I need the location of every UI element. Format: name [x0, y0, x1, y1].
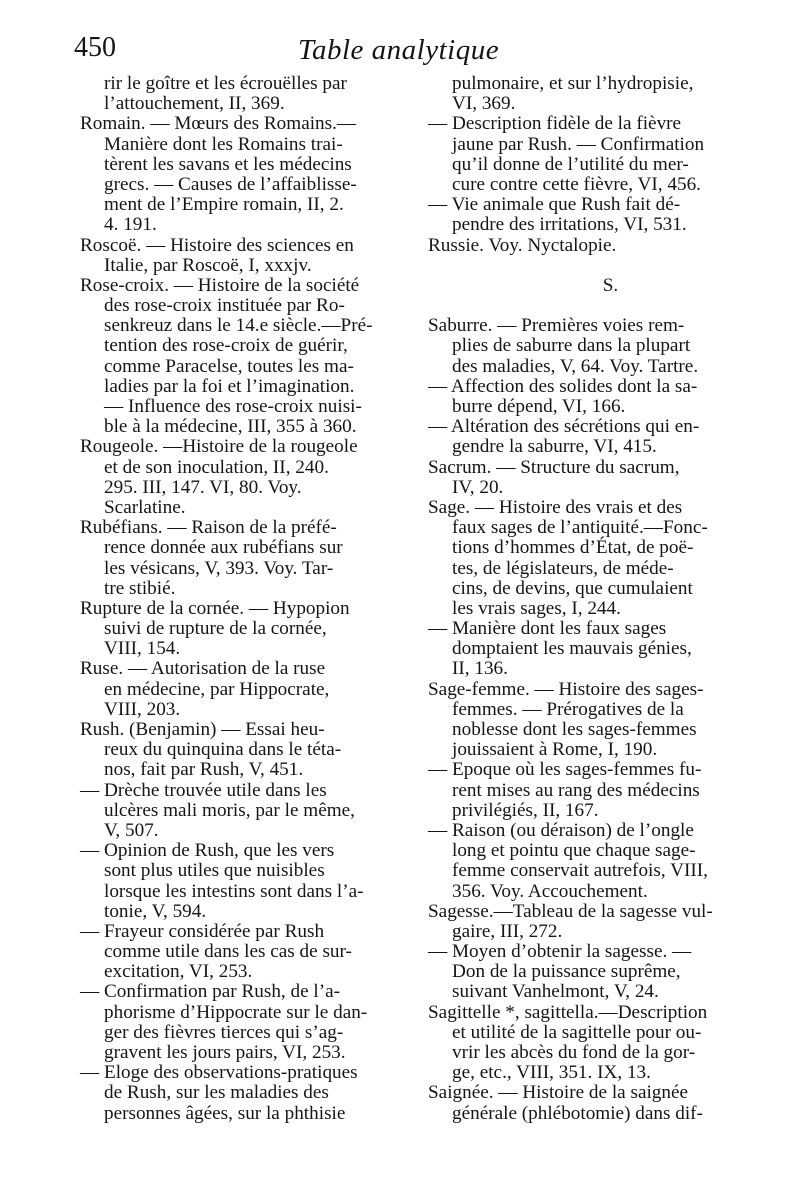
- index-line: pendre des irritations, VI, 531.: [452, 214, 687, 236]
- index-line: tonie, V, 594.: [104, 900, 207, 922]
- index-line: domptaient les mauvais génies,: [452, 638, 692, 660]
- index-line: tention des rose-croix de guérir,: [104, 335, 348, 357]
- index-line: de Rush, sur les maladies des: [104, 1082, 329, 1104]
- index-line: burre dépend, VI, 166.: [452, 396, 626, 417]
- page-number: 450: [74, 32, 116, 63]
- index-line: ger des fièvres tierces qui s’ag-: [104, 1021, 344, 1043]
- index-line: suivant Vanhelmont, V, 24.: [452, 981, 659, 1003]
- index-line: générale (phlébotomie) dans dif-: [452, 1102, 703, 1124]
- index-line: tre stibié.: [104, 577, 176, 599]
- index-line: Saignée. — Histoire de la saignée: [428, 1082, 689, 1104]
- index-line: comme utile dans les cas de sur-: [104, 941, 352, 963]
- index-line: les vésicans, V, 393. Voy. Tar-: [104, 557, 334, 579]
- index-line: ladies par la foi et l’imagination.: [104, 375, 355, 397]
- index-line: Sacrum. — Structure du sacrum,: [428, 456, 680, 478]
- index-line: senkreuz dans le 14.e siècle.—Pré-: [104, 315, 373, 337]
- index-line: — Moyen d’obtenir la sagesse. —: [428, 941, 692, 963]
- index-line: lorsque les intestins sont dans l’a-: [104, 880, 364, 902]
- index-line: rir le goître et les écrouëlles par: [104, 73, 347, 94]
- index-line: Scarlatine.: [104, 496, 186, 518]
- index-line: 356. Voy. Accouchement.: [452, 880, 648, 902]
- index-line: rent mises au rang des médecins: [452, 779, 700, 801]
- index-line: 295. III, 147. VI, 80. Voy.: [104, 476, 302, 498]
- index-line: tions d’hommes d’État, de poë-: [452, 537, 694, 559]
- index-line: nos, fait par Rush, V, 451.: [104, 759, 304, 781]
- index-line: — Drèche trouvée utile dans les: [80, 779, 327, 801]
- index-line: grecs. — Causes de l’affaiblisse-: [104, 173, 357, 195]
- index-line: suivi de rupture de la cornée,: [104, 618, 327, 640]
- running-head: Table analytique: [298, 34, 500, 66]
- index-line: vrir les abcès du fond de la gor-: [452, 1042, 696, 1063]
- index-line: pulmonaire, et sur l’hydropisie,: [452, 73, 694, 94]
- index-line: les vrais sages, I, 244.: [452, 597, 621, 619]
- index-line: privilégiés, II, 167.: [452, 799, 599, 821]
- index-line: V, 507.: [104, 819, 159, 841]
- index-line: Sage-femme. — Histoire des sages-: [428, 678, 704, 700]
- index-line: cins, de devins, que cumulaient: [452, 577, 693, 599]
- index-line: ulcères mali moris, par le même,: [104, 799, 355, 821]
- index-line: plies de saburre dans la plupart: [452, 335, 691, 357]
- index-line: [428, 256, 753, 276]
- index-line: — Frayeur considérée par Rush: [80, 920, 325, 942]
- index-line: jouissaient à Rome, I, 190.: [452, 739, 658, 761]
- index-line: ble à la médecine, III, 355 à 360.: [104, 416, 357, 438]
- index-line: [428, 296, 753, 316]
- index-line: Russie. Voy. Nyctalopie.: [428, 234, 617, 256]
- index-line: 4. 191.: [104, 214, 157, 236]
- index-line: gaire, III, 272.: [452, 920, 563, 942]
- index-line: VIII, 154.: [104, 638, 181, 660]
- index-line: comme Paracelse, toutes les ma-: [104, 355, 354, 377]
- index-line: Roscoë. — Histoire des sciences en: [80, 234, 354, 256]
- index-line: — Raison (ou déraison) de l’ongle: [428, 819, 694, 841]
- index-line: cure contre cette fièvre, VI, 456.: [452, 173, 701, 195]
- index-line: Rush. (Benjamin) — Essai heu-: [80, 719, 325, 740]
- index-line: tes, de législateurs, de méde-: [452, 557, 674, 579]
- index-line: reux du quinquina dans le téta-: [104, 739, 342, 761]
- index-line: — Influence des rose-croix nuisi-: [104, 396, 362, 417]
- index-line: Italie, par Roscoë, I, xxxjv.: [104, 254, 312, 276]
- index-line: Rupture de la cornée. — Hypopion: [80, 597, 350, 619]
- index-line: des rose-croix instituée par Ro-: [104, 295, 345, 317]
- index-line: Sagesse.—Tableau de la sagesse vul-: [428, 900, 713, 922]
- index-line: ment de l’Empire romain, II, 2.: [104, 194, 344, 216]
- index-line: Ruse. — Autorisation de la ruse: [80, 658, 326, 680]
- right-column: [428, 74, 753, 1124]
- index-line: — Affection des solides dont la sa-: [428, 375, 698, 397]
- index-line: des maladies, V, 64. Voy. Tartre.: [452, 355, 699, 377]
- index-line: — Epoque où les sages-femmes fu-: [428, 759, 702, 781]
- index-line: et utilité de la sagittelle pour ou-: [452, 1021, 702, 1043]
- index-line: Sagittelle *, sagittella.—Description: [428, 1001, 708, 1023]
- index-line: VI, 369.: [452, 93, 516, 115]
- index-line: VIII, 203.: [104, 698, 181, 720]
- index-line: Sage. — Histoire des vrais et des: [428, 496, 683, 518]
- index-line: gendre la saburre, VI, 415.: [452, 436, 657, 458]
- index-line: et de son inoculation, II, 240.: [104, 456, 329, 478]
- index-line: Don de la puissance suprême,: [452, 961, 681, 983]
- index-line: ge, etc., VIII, 351. IX, 13.: [452, 1062, 651, 1084]
- index-line: gravent les jours pairs, VI, 253.: [104, 1042, 346, 1063]
- index-line: faux sages de l’antiquité.—Fonc-: [452, 517, 708, 539]
- section-heading: S.: [602, 274, 619, 296]
- index-line: — Altération des sécrétions qui en-: [428, 416, 700, 438]
- index-line: long et pointu que chaque sage-: [452, 840, 696, 862]
- index-line: — Eloge des observations-pratiques: [80, 1062, 358, 1084]
- index-line: femmes. — Prérogatives de la: [452, 698, 684, 720]
- left-column: [80, 74, 412, 1124]
- index-line: noblesse dont les sages-femmes: [452, 719, 697, 740]
- index-line: phorisme d’Hippocrate sur le dan-: [104, 1001, 368, 1023]
- index-line: qu’il donne de l’utilité du mer-: [452, 153, 689, 175]
- index-line: en médecine, par Hippocrate,: [104, 678, 330, 700]
- index-line: personnes âgées, sur la phthisie: [104, 1102, 346, 1124]
- index-line: — Confirmation par Rush, de l’a-: [80, 981, 341, 1003]
- index-line: — Description fidèle de la fièvre: [428, 113, 682, 135]
- index-line: Rubéfians. — Raison de la préfé-: [80, 517, 337, 539]
- index-line: — Vie animale que Rush fait dé-: [428, 194, 681, 216]
- index-line: tèrent les savans et les médecins: [104, 153, 352, 175]
- index-line: Saburre. — Premières voies rem-: [428, 315, 685, 337]
- index-line: — Opinion de Rush, que les vers: [80, 840, 335, 862]
- index-line: jaune par Rush. — Confirmation: [452, 133, 705, 155]
- index-line: Rose-croix. — Histoire de la société: [80, 274, 360, 296]
- index-line: l’attouchement, II, 369.: [104, 93, 285, 115]
- index-line: excitation, VI, 253.: [104, 961, 253, 983]
- index-line: sont plus utiles que nuisibles: [104, 860, 325, 882]
- index-line: femme conservait autrefois, VIII,: [452, 860, 708, 882]
- index-line: Romain. — Mœurs des Romains.—: [80, 113, 357, 135]
- index-line: II, 136.: [452, 658, 508, 680]
- index-line: IV, 20.: [452, 476, 504, 498]
- index-line: rence donnée aux rubéfians sur: [104, 537, 343, 559]
- index-line: Rougeole. —Histoire de la rougeole: [80, 436, 358, 458]
- index-line: — Manière dont les faux sages: [428, 618, 667, 640]
- index-line: Manière dont les Romains trai-: [104, 133, 343, 155]
